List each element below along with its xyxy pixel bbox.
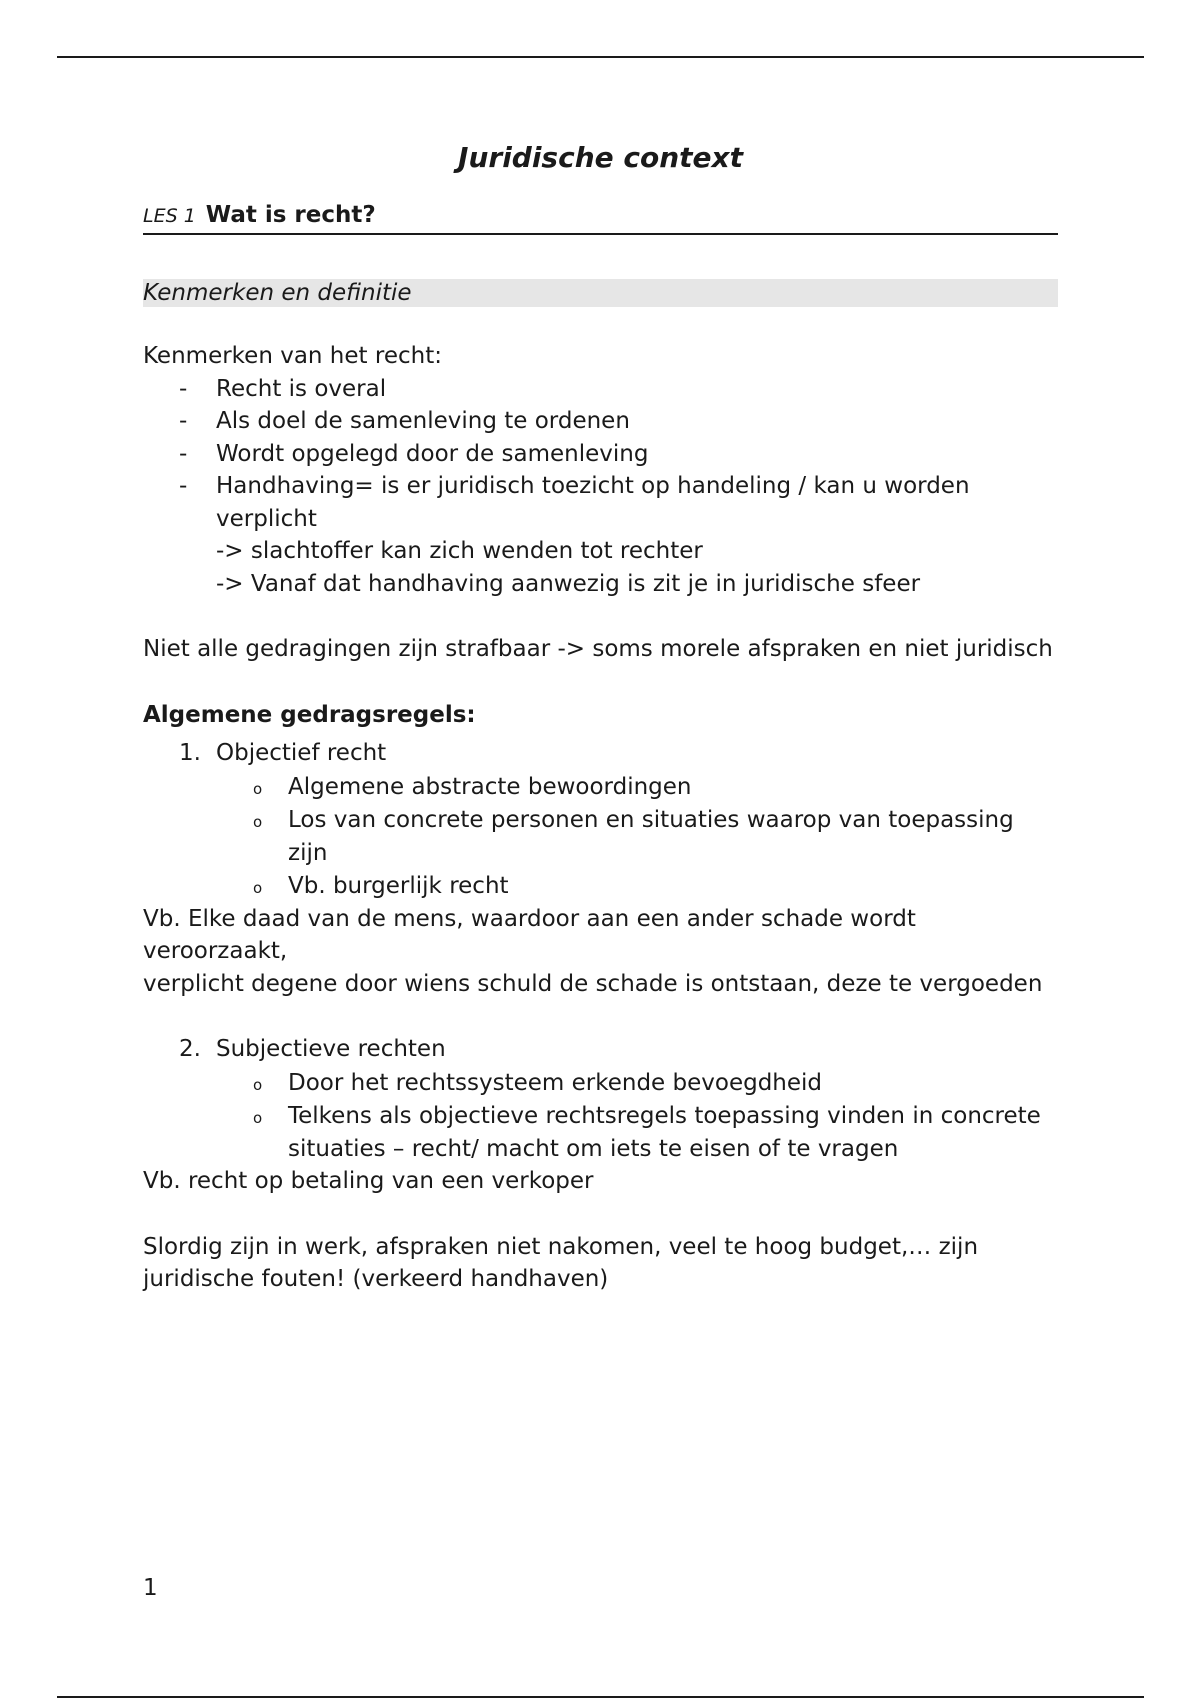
section-heading: Kenmerken en definitie [143, 279, 1058, 307]
item-label: Objectief recht [216, 740, 387, 766]
list-item [143, 373, 1058, 406]
subjective-example: Vb. recht op betaling van een verkoper [143, 1168, 594, 1194]
circle-bullet-icon: o [253, 879, 263, 897]
characteristics-list [143, 373, 1058, 536]
list-item-text: Handhaving= is er juridisch toezicht op handeling / kan u worden verplicht [216, 473, 970, 532]
list-item-text: Los van concrete personen en situaties waarop van toepassing zijn [288, 807, 1014, 866]
arrow-note: -> Vanaf dat handhaving aanwezig is zit je in juridische sfeer [216, 570, 921, 597]
subjective-points [143, 1067, 1058, 1166]
list-item-text: Telkens als objectieve rechtsregels toepassing vinden in concrete situaties – recht/ macht om iets te eisen of te vragen [288, 1103, 1041, 1162]
header-rule [57, 56, 1144, 58]
list-item-text: Vb. burgerlijk recht [288, 873, 509, 899]
list-item-text: Recht is overal [216, 375, 387, 402]
rules-heading: Algemene gedragsregels: [143, 701, 476, 728]
document-title: Juridische context [458, 141, 743, 174]
objective-example-line2: verplicht degene door wiens schuld de schade is ontstaan, deze te vergoeden [143, 970, 1043, 997]
item-number: 2. [179, 1036, 201, 1062]
list-item [143, 1067, 1058, 1100]
list-item-text: Wordt opgelegd door de samenleving [216, 440, 649, 467]
circle-bullet-icon: o [253, 1075, 263, 1094]
dash-bullet: - [179, 408, 188, 434]
list-item [143, 438, 1058, 471]
item-label: Subjectieve rechten [216, 1036, 446, 1062]
circle-bullet-icon: o [253, 1109, 263, 1127]
dash-bullet: - [179, 473, 188, 499]
lesson-label: LES 1 [143, 205, 196, 227]
numbered-item-subjective [143, 1033, 1058, 1066]
lesson-title: Wat is recht? [205, 202, 376, 228]
list-item-text: Door het rechtssysteem erkende bevoegdheid [288, 1069, 823, 1096]
list-item [143, 870, 1058, 903]
list-item [143, 405, 1058, 438]
list-item [143, 470, 1058, 535]
list-item-text: Als doel de samenleving te ordenen [216, 408, 630, 434]
document-body [143, 130, 1058, 1296]
circle-bullet-icon: o [253, 813, 263, 831]
dash-bullet: - [179, 375, 188, 402]
lesson-header [143, 198, 1058, 235]
item-number: 1. [179, 740, 201, 766]
list-item [143, 771, 1058, 804]
objective-points [143, 771, 1058, 903]
intro-text: Kenmerken van het recht: [143, 343, 442, 369]
list-item [143, 804, 1058, 869]
page-number: 1 [143, 1575, 158, 1601]
footer-rule [57, 1696, 1144, 1698]
objective-example-line1: Vb. Elke daad van de mens, waardoor aan een ander schade wordt veroorzaakt, [143, 905, 916, 964]
note-strafbaar: Niet alle gedragingen zijn strafbaar -> soms morele afspraken en niet juridisch [143, 636, 1053, 662]
circle-bullet-icon: o [253, 779, 263, 798]
arrow-note: -> slachtoffer kan zich wenden tot rechter [216, 538, 703, 564]
numbered-item-objective [143, 737, 1058, 770]
list-item-text: Algemene abstracte bewoordingen [288, 773, 692, 800]
closing-note: Slordig zijn in werk, afspraken niet nakomen, veel te hoog budget,… zijn juridische fouten! (verkeerd handhaven) [143, 1233, 979, 1292]
list-item [143, 1100, 1058, 1165]
dash-bullet: - [179, 440, 188, 467]
